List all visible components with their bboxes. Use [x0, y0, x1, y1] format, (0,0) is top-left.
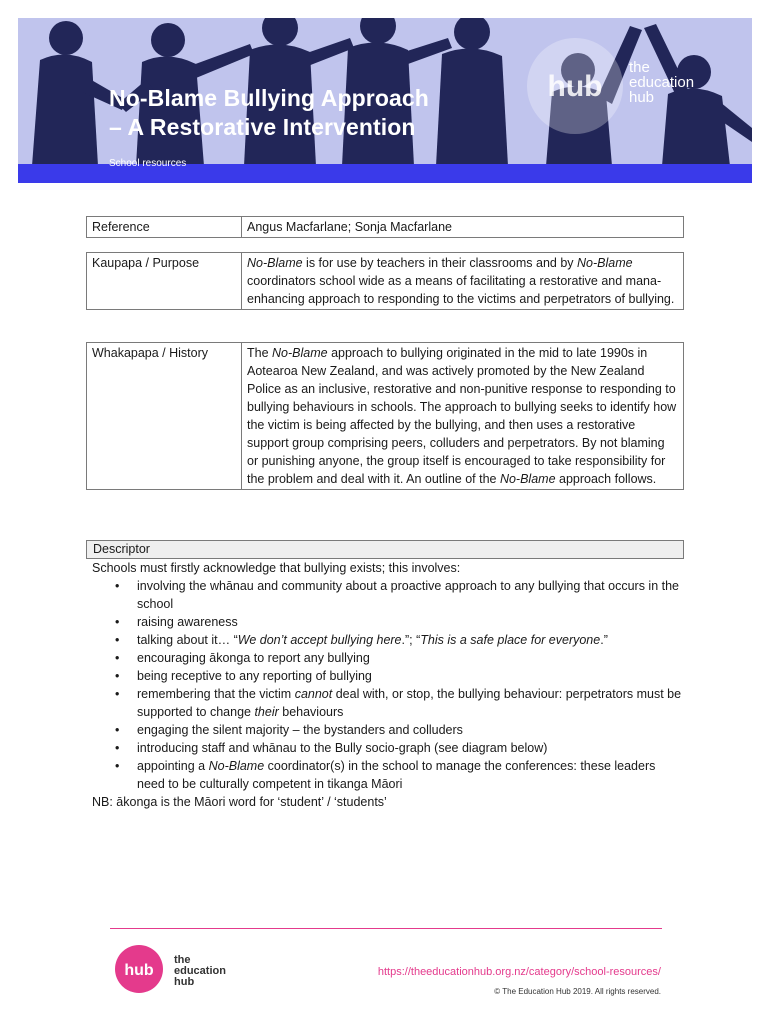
list-item: • appointing a No-Blame coordinator(s) in the school to manage the conferences: these leaders need to be culturally competent in tikanga Māori [137, 757, 684, 793]
footer-brand-wordmark [174, 955, 226, 988]
history-text: The [247, 346, 273, 360]
descriptor-body [86, 559, 684, 811]
no-blame-term: No-Blame [272, 346, 328, 360]
reference-table [86, 216, 684, 238]
page-title [109, 84, 429, 142]
footer-divider [110, 928, 662, 929]
brand-line-2: education [629, 74, 695, 91]
list-item: • remembering that the victim cannot deal with, or stop, the bullying behaviour: perpetrators must be supported to change their behaviours [137, 685, 684, 721]
footer-copyright: © The Education Hub 2019. All rights reserved. [494, 987, 661, 996]
descriptor-list [92, 577, 684, 793]
list-item: • involving the whānau and community about a proactive approach to any bullying that occurs in the school [137, 577, 684, 613]
banner-subtitle: School resources [109, 158, 187, 169]
purpose-table [86, 252, 684, 310]
history-value [242, 343, 684, 490]
list-item: • talking about it… “We don’t accept bullying here.”; “This is a safe place for everyone.” [137, 631, 684, 649]
hub-logo-glyph: hub [547, 70, 603, 103]
purpose-label: Kaupapa / Purpose [87, 253, 242, 310]
history-table [86, 342, 684, 490]
header-banner [18, 18, 752, 183]
no-blame-term: No-Blame [247, 256, 303, 270]
list-item: • encouraging ākonga to report any bullying [137, 649, 684, 667]
hub-logo-icon [525, 36, 625, 136]
list-item: • raising awareness [137, 613, 684, 631]
footer-url-link[interactable]: https://theeducationhub.org.nz/category/school-resources/ [377, 966, 661, 978]
history-text: approach to bullying originated in the mid to late 1990s in Aotearoa New Zealand, and was actively promoted by the New Zealand Police as an inclusive, restorative and non-punitive response to responding to bullying behaviours in schools. The approach to bullying seeks to identify how the victim is being affected by the bullying, and then uses a restorative support group comprising peers, colluders and perpetrators. By not blaming or punishing anyone, the group itself is encouraged to take responsibility for the problem and deal with it. An outline of the [247, 346, 677, 486]
page-title-line-2: – A Restorative Intervention [109, 114, 416, 140]
reference-label: Reference [87, 217, 242, 238]
descriptor-note: NB: ākonga is the Māori word for ‘student’ / ‘students’ [92, 795, 387, 809]
descriptor-heading: Descriptor [86, 540, 684, 559]
purpose-value [242, 253, 684, 310]
no-blame-term: No-Blame [577, 256, 633, 270]
list-item: • engaging the silent majority – the bystanders and colluders [137, 721, 684, 739]
history-text: approach follows. [555, 472, 657, 486]
purpose-text: coordinators school wide as a means of facilitating a restorative and mana-enhancing approach to responding to the victims and perpetrators of bullying. [247, 274, 675, 306]
hub-logo-icon [114, 944, 164, 994]
no-blame-term: No-Blame [499, 472, 556, 486]
footer-brand-line-1: the [174, 954, 191, 966]
footer-logo-glyph: hub [124, 962, 154, 979]
descriptor-intro: Schools must firstly acknowledge that bullying exists; this involves: [92, 561, 461, 575]
list-item: • introducing staff and whānau to the Bully socio-graph (see diagram below) [137, 739, 684, 757]
reference-value: Angus Macfarlane; Sonja Macfarlane [242, 217, 684, 238]
purpose-text: is for use by teachers in their classrooms and by [302, 256, 578, 270]
descriptor-section [86, 540, 684, 811]
page-title-line-1: No-Blame Bullying Approach [109, 85, 429, 111]
brand-line-1: the [629, 59, 650, 76]
footer-brand-line-3: hub [174, 976, 195, 988]
history-label: Whakapapa / History [87, 343, 242, 490]
list-item: • being receptive to any reporting of bullying [137, 667, 684, 685]
footer-brand-line-2: education [174, 965, 226, 977]
brand-wordmark [629, 60, 694, 105]
brand-line-3: hub [629, 89, 655, 106]
